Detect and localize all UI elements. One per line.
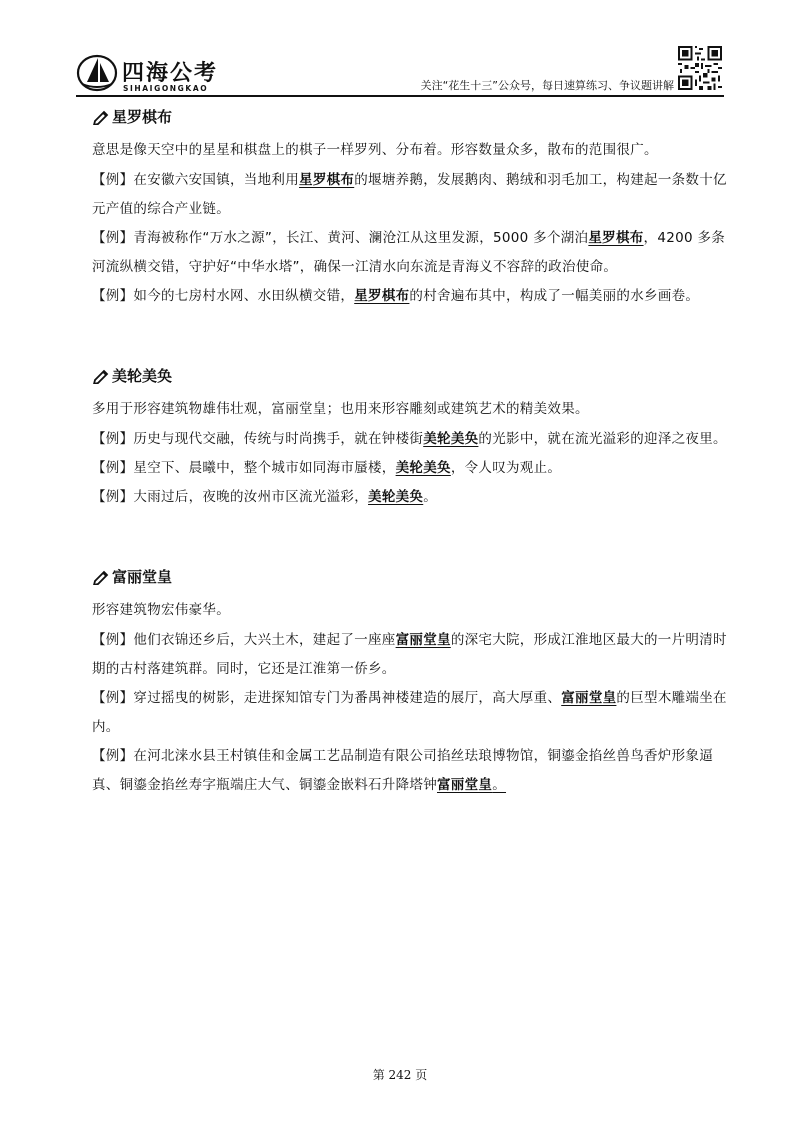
example-text: 穿过摇曳的树影，走进探知馆专门为番禺神楼建造的展厅，高大厚重、 <box>133 690 562 706</box>
example-text: 星空下、晨曦中，整个城市如同海市蜃楼， <box>133 460 396 476</box>
idiom-section <box>92 363 732 512</box>
section-title <box>92 104 732 130</box>
example-paragraph <box>92 425 732 454</box>
example-tag: 【例】 <box>92 288 134 304</box>
page-content <box>92 104 732 800</box>
section-title-text: 富丽堂皇 <box>112 568 173 586</box>
page-header <box>0 0 800 98</box>
example-text: 的堰塘养鹅，发展鹅肉、鹅绒和羽毛加工，构建起一条数十亿元产值的综合产业链。 <box>92 172 727 217</box>
section-title <box>92 363 732 389</box>
example-text: 在安徽六安国镇，当地利用 <box>133 172 300 188</box>
sailboat-logo-icon <box>76 52 118 92</box>
example-text: 如今的七房村水网、水田纵横交错， <box>133 288 355 304</box>
example-keyword: 星罗棋布 <box>588 230 644 246</box>
pencil-icon <box>92 569 110 585</box>
example-keyword: 星罗棋布 <box>299 172 355 188</box>
brand-name-en: SIHAIGONGKAO <box>123 84 209 93</box>
example-text: 大雨过后，夜晚的汝州市区流光溢彩， <box>133 489 369 505</box>
example-keyword: 富丽堂皇 <box>395 632 451 648</box>
example-text: ，令人叹为观止。 <box>450 460 562 476</box>
example-keyword: 美轮美奂 <box>395 460 451 476</box>
example-tag: 【例】 <box>92 460 134 476</box>
section-title-text: 美轮美奂 <box>112 367 173 385</box>
example-paragraph <box>92 483 732 512</box>
example-text: 的深宅大院，形成江淮地区最大的一片明清时期的古村落建筑群。同时，它还是江淮第一侨乡。 <box>92 632 727 677</box>
idiom-section <box>92 564 732 800</box>
example-tag: 【例】 <box>92 690 134 706</box>
example-text: 的光影中，就在流光溢彩的迎泽之夜里。 <box>478 431 727 447</box>
section-title <box>92 564 732 590</box>
example-paragraph <box>92 626 732 684</box>
example-tag: 【例】 <box>92 230 134 246</box>
header-tagline: 关注“花生十三”公众号，每日速算练习、争议题讲解 <box>420 79 674 92</box>
example-tag: 【例】 <box>92 632 134 648</box>
definition: 意思是像天空中的星星和棋盘上的棋子一样罗列、分布着。形容数量众多，散布的范围很广。 <box>92 142 658 158</box>
section-title-text: 星罗棋布 <box>112 108 173 126</box>
header-divider <box>76 95 724 97</box>
example-paragraph <box>92 454 732 483</box>
page-number: 第 242 页 <box>372 1068 428 1082</box>
example-text: 历史与现代交融，传统与时尚携手，就在钟楼街 <box>133 431 424 447</box>
example-paragraph <box>92 742 732 800</box>
pencil-icon <box>92 368 110 384</box>
example-paragraph <box>92 224 732 282</box>
example-paragraph <box>92 684 732 742</box>
example-text: 。 <box>423 489 438 505</box>
definition: 形容建筑物宏伟豪华。 <box>92 602 230 618</box>
example-text: 在河北涞水县王村镇佳和金属工艺品制造有限公司掐丝珐琅博物馆，铜鎏金掐丝兽鸟香炉形象逼真、铜鎏金掐丝寿字瓶端庄大气、铜鎏金嵌料石升降塔钟 <box>92 748 714 793</box>
example-text: 的巨型木雕端坐在内。 <box>92 690 727 735</box>
example-paragraph <box>92 166 732 224</box>
example-text: ，4200 多条河流纵横交错，守护好“中华水塔”，确保一江清水向东流是青海义不容辞的政治使命。 <box>92 230 726 275</box>
example-paragraph <box>92 282 732 311</box>
idiom-section <box>92 104 732 311</box>
definition: 多用于形容建筑物雄伟壮观，富丽堂皇；也用来形容雕刻或建筑艺术的精美效果。 <box>92 401 589 417</box>
example-text: 青海被称作“万水之源”，长江、黄河、澜沧江从这里发源，5000 多个湖泊 <box>133 230 589 246</box>
example-tag: 【例】 <box>92 172 134 188</box>
example-keyword: 星罗棋布 <box>354 288 410 304</box>
brand-name: 四海公考 <box>122 61 219 86</box>
example-text: 他们衣锦还乡后，大兴土木，建起了一座座 <box>133 632 396 648</box>
pencil-icon <box>92 109 110 125</box>
example-tag: 【例】 <box>92 489 134 505</box>
example-tag: 【例】 <box>92 431 134 447</box>
example-tag: 【例】 <box>92 748 134 764</box>
example-keyword: 富丽堂皇 <box>437 777 493 793</box>
example-keyword: 富丽堂皇 <box>561 690 617 706</box>
example-text: 。 <box>492 777 507 793</box>
example-keyword: 美轮美奂 <box>423 431 479 447</box>
example-text: 的村舍遍布其中，构成了一幅美丽的水乡画卷。 <box>409 288 700 304</box>
example-keyword: 美轮美奂 <box>368 489 424 505</box>
qr-code-icon <box>678 46 722 90</box>
